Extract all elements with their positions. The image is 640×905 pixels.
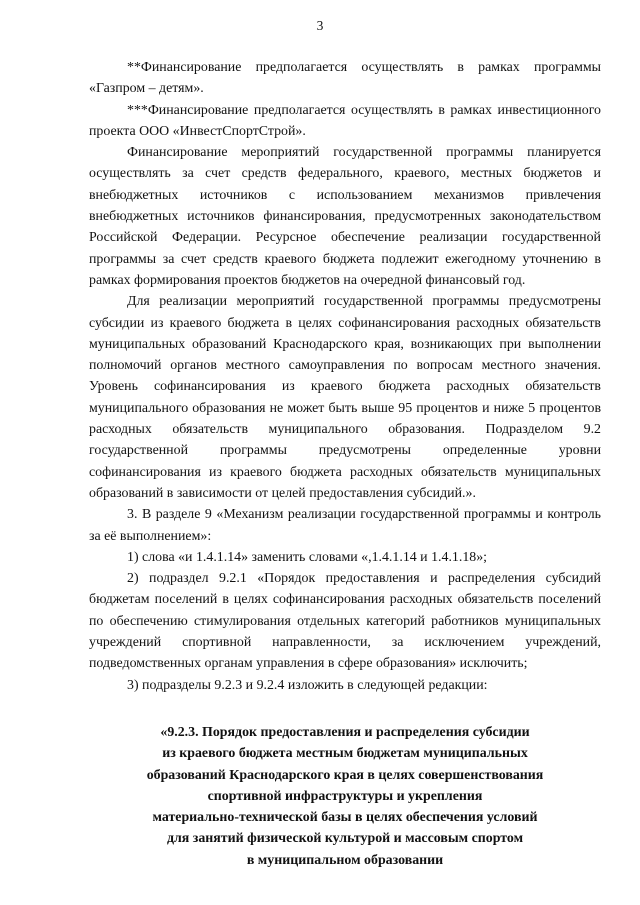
list-item-1: 1) слова «и 1.4.1.14» заменить словами «,1.4.1.14 и 1.4.1.18»; (127, 549, 488, 565)
heading-line: материально-технической базы в целях обеспечения условий (152, 810, 538, 826)
list-item-2: 2) подраздел 9.2.1 «Порядок предоставления и распределения субсидий бюджетам поселений в целях софинансирования расходных обязательств поселений по обеспечению стимулирования отдельных категорий работников муниципальных учреждений спортивной направленности, за исключением учреждений, подведомственных органам управления в сфере образования» исключить; (89, 571, 601, 672)
document-body (89, 57, 601, 871)
page-number: 3 (316, 18, 324, 33)
paragraph-financing: Финансирование мероприятий государственной программы планируется осуществлять за счет средств федерального, краевого, местных бюджетов и внебюджетных источников с использованием механизмов привлечения внебюджетных источников финансирования, предусмотренных законодательством Российской Федерации. Ресурсное обеспечение реализации государственной программы за счет средств краевого бюджета подлежит ежегодному уточнению в рамках формирования проектов бюджетов на очередной финансовый год. (89, 145, 601, 288)
heading-line: спортивной инфраструктуры и укрепления (207, 788, 483, 804)
paragraph-section-9: 3. В разделе 9 «Механизм реализации государственной программы и контроль за её выполнением»: (89, 507, 601, 544)
heading-line: для занятий физической культурой и массовым спортом (166, 831, 524, 847)
paragraph-subsidies: Для реализации мероприятий государственной программы предусмотрены субсидии из краевого бюджета в целях софинансирования расходных обязательств муниципальных образований Краснодарского края, возникающих при выполнении полномочий органов местного самоуправления по вопросам местного значения. Уровень софинансирования из краевого бюджета расходных обязательств муниципального образования не может быть выше 95 процентов и ниже 5 процентов расходных обязательств муниципального образования. Подразделом 9.2 государственной программы предусмотрены определенные уровни софинансирования из краевого бюджета расходных обязательств муниципальных образований в зависимости от целей предоставления субсидий.». (89, 294, 601, 501)
list-item-3: 3) подразделы 9.2.3 и 9.2.4 изложить в следующей редакции: (127, 677, 488, 693)
heading-line: из краевого бюджета местным бюджетам муниципальных (162, 746, 528, 762)
heading-line: образований Краснодарского края в целях совершенствования (146, 767, 544, 783)
heading-line: «9.2.3. Порядок предоставления и распределения субсидии (160, 724, 530, 740)
heading-line: в муниципальном образовании (246, 852, 444, 868)
section-heading-9-2-3 (89, 722, 601, 871)
footnote-gazprom: **Финансирование предполагается осуществлять в рамках программы «Газпром – детям». (89, 60, 601, 97)
footnote-investsportstroy: ***Финансирование предполагается осуществлять в рамках инвестиционного проекта ООО «ИнвестСпортСтрой». (89, 102, 601, 139)
